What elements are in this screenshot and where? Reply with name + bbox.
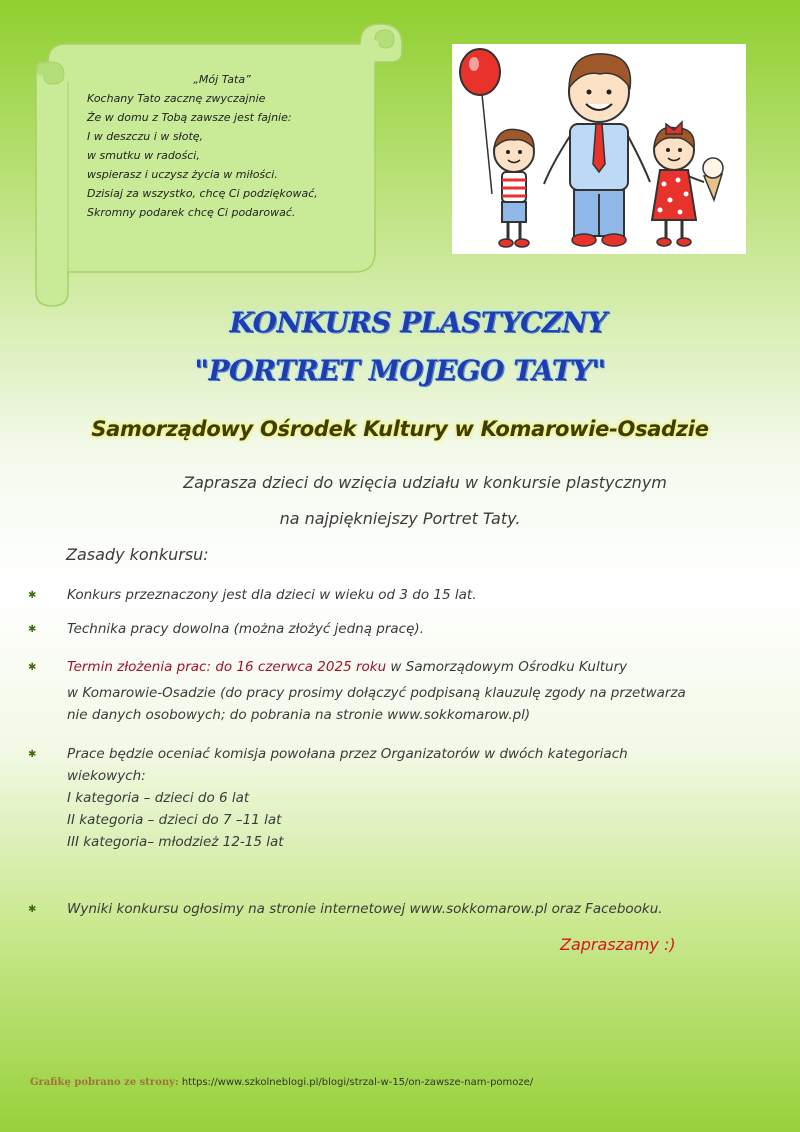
bullet-icon: ✱ <box>28 749 37 760</box>
family-drawing-icon <box>452 44 746 254</box>
bullet-icon: ✱ <box>28 662 37 673</box>
organizer-name: Samorządowy Ośrodek Kultury w Komarowie-Osadzie <box>91 417 709 441</box>
rule-line: w Komarowie-Osadzie (do pracy prosimy dołączyć podpisaną klauzulę zgody na przetwarza <box>67 685 686 701</box>
intro-line: Zaprasza dzieci do wzięcia udziału w konkursie plastycznym <box>183 473 667 492</box>
poem-line: Skromny podarek chcę Ci podarować. <box>87 206 296 219</box>
bullet-icon: ✱ <box>28 624 37 635</box>
rule-text: Konkurs przeznaczony jest dla dzieci w wieku od 3 do 15 lat. <box>67 587 477 603</box>
poem-line: Że w domu z Tobą zawsze jest fajnie: <box>87 111 292 124</box>
family-illustration <box>452 44 746 254</box>
deadline-text: Termin złożenia prac: do 16 czerwca 2025 roku <box>67 659 387 675</box>
poem-line: I w deszczu i w słotę, <box>87 130 204 143</box>
rule-line: I kategoria – dzieci do 6 lat <box>67 790 250 806</box>
rule-text <box>67 656 779 726</box>
poem-line: w smutku w radości, <box>87 149 200 162</box>
poem-line: Kochany Tato zacznę zwyczajnie <box>87 92 266 105</box>
rule-line: nie danych osobowych; do pobrania na stronie www.sokkomarow.pl) <box>67 707 531 723</box>
image-credit <box>30 1077 533 1088</box>
rule-line: wiekowych: <box>67 768 146 784</box>
contest-subtitle: "PORTRET MOJEGO TATY" <box>194 354 606 387</box>
bullet-icon: ✱ <box>28 904 37 915</box>
poem-title: „Mój Tata” <box>193 73 251 86</box>
poem <box>87 70 387 222</box>
intro-line: na najpiękniejszy Portret Taty. <box>279 509 521 528</box>
poem-line: Dzisiaj za wszystko, chcę Ci podziękować, <box>87 187 318 200</box>
credit-url[interactable]: https://www.szkolneblogi.pl/blogi/strzal-w-15/on-zawsze-nam-pomoze/ <box>178 1077 534 1088</box>
credit-label: Grafikę pobrano ze strony: <box>30 1077 179 1088</box>
rules-heading: Zasady konkursu: <box>66 545 209 564</box>
rule-text: Technika pracy dowolna (można złożyć jedną pracę). <box>67 621 424 637</box>
rule-text <box>67 743 779 853</box>
bullet-icon: ✱ <box>28 590 37 601</box>
rule-line: Prace będzie oceniać komisja powołana przez Organizatorów w dwóch kategoriach <box>67 746 628 762</box>
contest-title: KONKURS PLASTYCZNY <box>229 306 607 339</box>
rule-line: III kategoria– młodzież 12-15 lat <box>67 834 284 850</box>
deadline-rest: w Samorządowym Ośrodku Kultury <box>386 659 628 675</box>
closing-text: Zapraszamy :) <box>560 935 676 954</box>
rule-text: Wyniki konkursu ogłosimy na stronie internetowej www.sokkomarow.pl oraz Facebooku. <box>67 901 663 917</box>
rule-line: II kategoria – dzieci do 7 –11 lat <box>67 812 282 828</box>
poem-line: wspierasz i uczysz życia w miłości. <box>87 168 278 181</box>
